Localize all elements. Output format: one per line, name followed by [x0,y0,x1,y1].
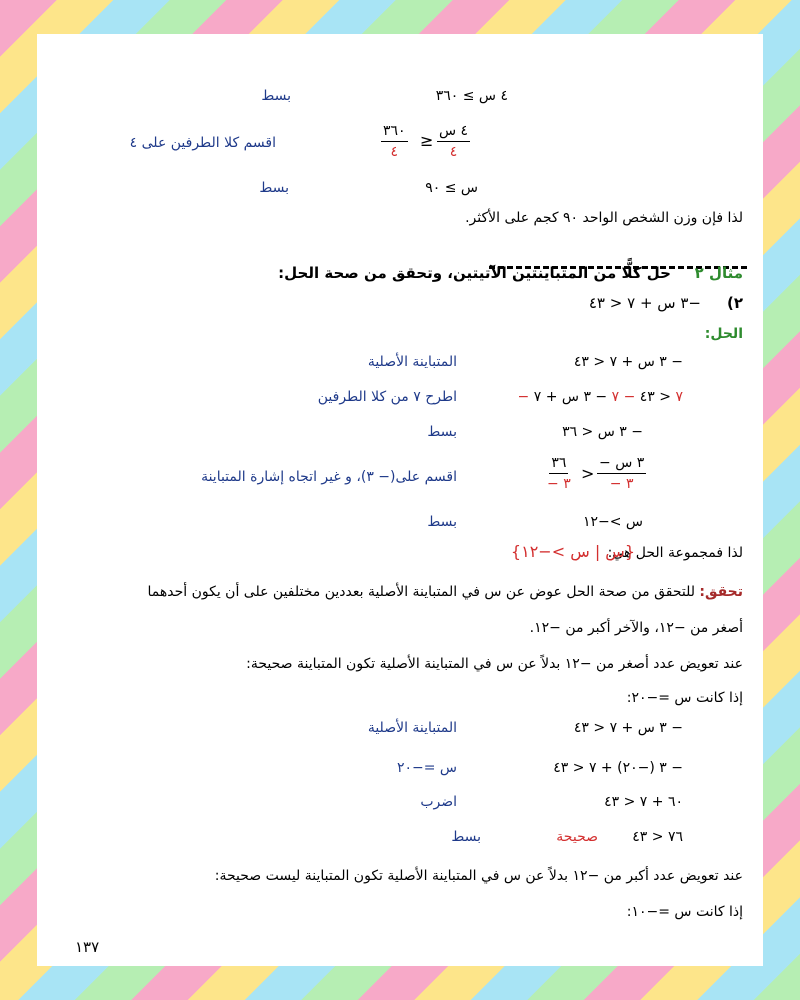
check-note-4: بسط [451,829,481,845]
fraction-left [437,122,470,161]
step-note-3: بسط [259,180,289,196]
solution-label: الحل: [704,326,743,342]
solution-step-3: − ٣ س < ٣٦ [562,424,643,440]
solution-step-2-b: − ٧ [611,389,636,405]
fraction-operator: ≥ [420,131,434,150]
fraction-left-numerator: ٤ س [437,122,470,142]
solution-note-5: بسط [427,514,457,530]
check-text-4: إذا كانت س =−٢٠: [626,690,743,706]
check-text-2: أصغر من −١٢، والآخر أكبر من −١٢. [529,620,743,636]
check-step-4: ٧٦ < ٤٣ [632,829,683,845]
math-line-1: ٤ س ≥ ٣٦٠ [435,88,508,104]
solution-step-2-d: − ٧ [517,389,683,405]
check-note-3: اضرب [420,794,457,810]
division-right-numerator: ٣٦ [549,454,568,474]
fraction-right [381,122,408,161]
solution-note-3: بسط [427,424,457,440]
division-right [547,454,571,493]
fraction-right-denominator: ٤ [390,144,399,160]
solution-note-1: المتباينة الأصلية [367,354,457,370]
example-label: مثال ٢ [694,264,743,282]
division-left [597,454,646,493]
fraction-left-denominator: ٤ [449,144,458,160]
check-label: تحقق: [699,584,743,600]
example-instruction: حل كلًّا من المتباينتين الآتيتين، وتحقق من صحة الحل: [278,264,671,282]
check-text-1: للتحقق من صحة الحل عوض عن س في المتباينة الأصلية بعددين مختلفين على أن يكون أحدهما [147,584,695,600]
solution-note-2: اطرح ٧ من كلا الطرفين [317,389,457,405]
problem-number: ٢) [726,294,743,312]
conclusion-text: لذا فإن وزن الشخص الواحد ٩٠ كجم على الأكثر. [465,210,743,226]
textbook-page [37,34,763,966]
step-note-2: اقسم كلا الطرفين على ٤ [129,135,276,151]
check-step-2: − ٣ (−٢٠) + ٧ < ٤٣ [553,760,683,776]
step-note-1: بسط [261,88,291,104]
solution-step-2-c: < ٤٣ [639,389,672,405]
solution-step-2 [518,389,683,405]
division-right-denominator: − ٣ [547,476,571,492]
check-text-5: عند تعويض عدد أكبر من −١٢ بدلاً عن س في المتباينة الأصلية تكون المتباينة ليست صحيحة: [214,868,743,884]
division-operator: > [581,464,595,483]
solution-note-4: اقسم على(− ٣)، و غير اتجاه إشارة المتباينة [201,469,457,485]
check-step-3: ٦٠ + ٧ < ٤٣ [604,794,683,810]
fraction-right-numerator: ٣٦٠ [381,122,408,142]
solution-step-1: − ٣ س + ٧ < ٤٣ [573,354,683,370]
check-note-1: المتباينة الأصلية [367,720,457,736]
check-status: صحيحة [556,829,598,845]
solution-step-5: س >−١٢ [582,514,643,530]
solution-set-prefix: لذا فمجموعة الحل هي: [607,545,743,561]
problem-statement: −٣ س + ٧ < ٤٣ [588,294,701,312]
check-text-6: إذا كانت س =−١٠: [626,904,743,920]
solution-step-2-a: − ٣ س + ٧ [533,389,608,405]
math-line-3: س ≥ ٩٠ [425,180,478,196]
solution-set: {س | س >−١٢} [510,542,635,561]
page-number: ١٣٧ [75,938,100,956]
division-left-denominator: − ٣ [609,476,634,492]
check-step-1: − ٣ س + ٧ < ٤٣ [573,720,683,736]
check-note-2: س =−٢٠ [396,760,457,776]
check-text-3: عند تعويض عدد أصغر من −١٢ بدلاً عن س في المتباينة الأصلية تكون المتباينة صحيحة: [246,656,743,672]
division-left-numerator: − ٣ س [597,454,646,474]
